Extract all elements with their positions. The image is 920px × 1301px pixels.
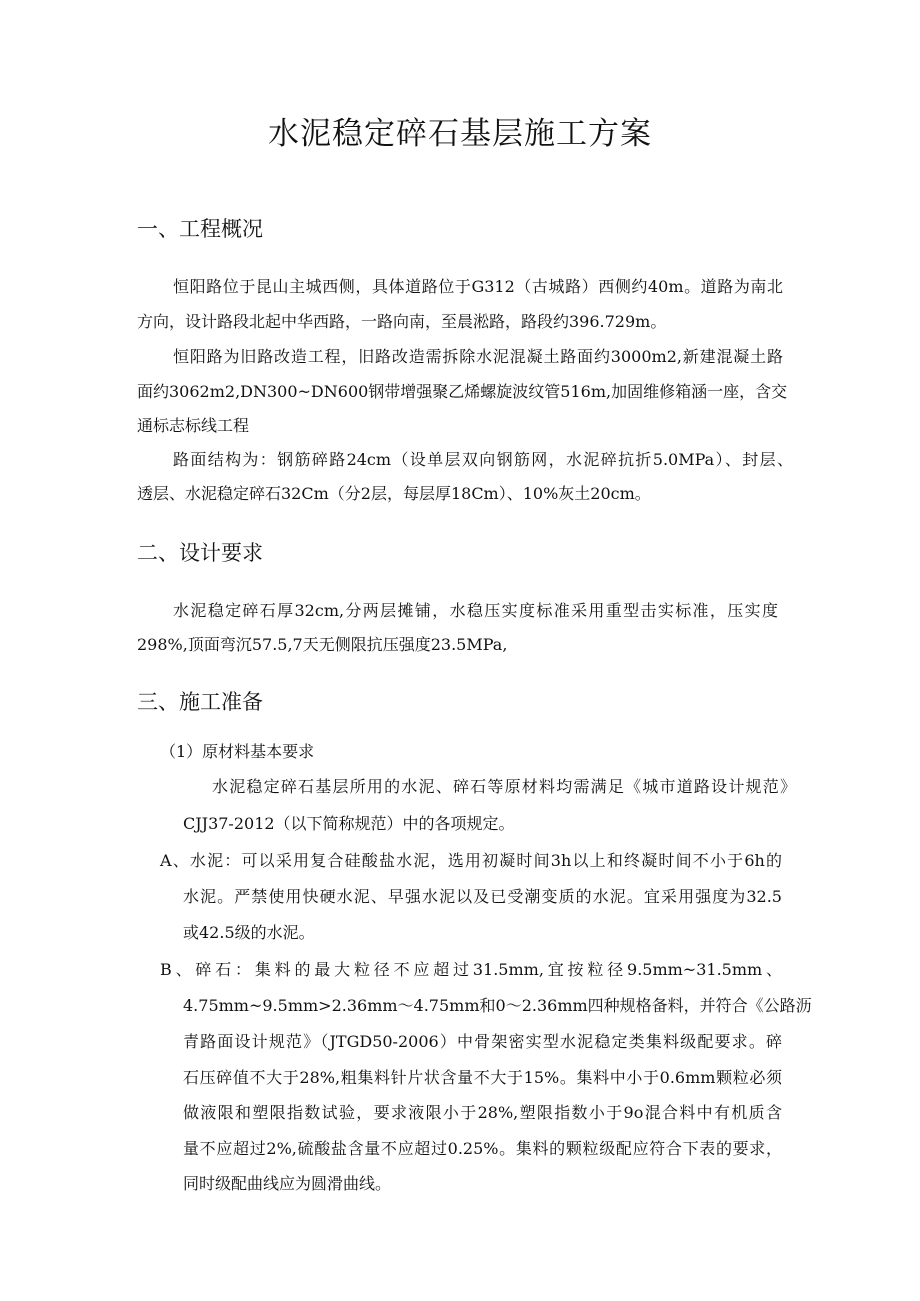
paragraph-line: 量不应超过2%,硫酸盐含量不应超过0.25%。集料的颗粒级配应符合下表的要求， [183,1139,782,1158]
paragraph-line: 做液限和塑限指数试验，要求液限小于28%,塑限指数小于9o混合料中有机质含 [183,1103,782,1122]
paragraph-line: 或42.5级的水泥。 [183,923,315,942]
section-heading-design: 二、设计要求 [137,541,263,565]
paragraph-line: 恒阳路为旧路改造工程，旧路改造需拆除水泥混凝土路面约3000m2,新建混凝土路 [173,347,783,366]
paragraph-line: 方向，设计路段北起中华西路，一路向南，至晨淞路，路段约396.729m。 [137,312,667,331]
paragraph-line: 4.75mm~9.5mm>2.36mm～4.75mm和0～2.36mm四种规格备料，并符合《公路沥 [183,996,812,1015]
paragraph-line: B、碎石：集料的最大粒径不应超过31.5mm,宜按粒径9.5mm~31.5mm、 [160,960,782,979]
paragraph-line: 恒阳路位于昆山主城西侧，具体道路位于G312（古城路）西侧约40m。道路为南北 [173,277,783,296]
subsection-heading: （1）原材料基本要求 [160,742,315,761]
paragraph-line: 面约3062m2,DN300~DN600钢带增强聚乙烯螺旋波纹管516m,加固维修箱涵一座，含交 [137,382,788,401]
page-title: 水泥稳定碎石基层施工方案 [268,116,652,152]
paragraph-line: 石压碎值不大于28%,粗集料针片状含量不大于15%。集料中小于0.6mm颗粒必须 [183,1068,782,1087]
paragraph-line: 水泥稳定碎石基层所用的水泥、碎石等原材料均需满足《城市道路设计规范》 [212,777,796,796]
paragraph-line: 同时级配曲线应为圆滑曲线。 [183,1174,392,1193]
section-heading-overview: 一、工程概况 [137,217,263,241]
paragraph-line: A、水泥：可以采用复合硅酸盐水泥，选用初凝时间3h以上和终凝时间不小于6h的 [160,851,782,870]
paragraph-line: 水泥。严禁使用快硬水泥、早强水泥以及已受潮变质的水泥。宜采用强度为32.5 [183,887,782,906]
paragraph-line: 通标志标线工程 [137,416,250,435]
section-heading-preparation: 三、施工准备 [137,690,263,714]
paragraph-line: CJJ37-2012（以下简称规范）中的各项规定。 [183,814,515,833]
paragraph-line: 青路面设计规范》（JTGD50-2006）中骨架密实型水泥稳定类集料级配要求。碎 [183,1032,782,1051]
paragraph-line: 透层、水泥稳定碎石32Cm（分2层，每层厚18Cm）、10%灰土20cm。 [137,484,651,503]
paragraph-line: 298%,顶面弯沉57.5,7天无侧限抗压强度23.5MPa, [137,635,508,654]
paragraph-line: 路面结构为：钢筋碎路24cm（设单层双向钢筋网，水泥碎抗折5.0MPa）、封层、 [173,450,793,469]
paragraph-line: 水泥稳定碎石厚32cm,分两层摊铺，水稳压实度标准采用重型击实标准，压实度 [173,601,778,620]
